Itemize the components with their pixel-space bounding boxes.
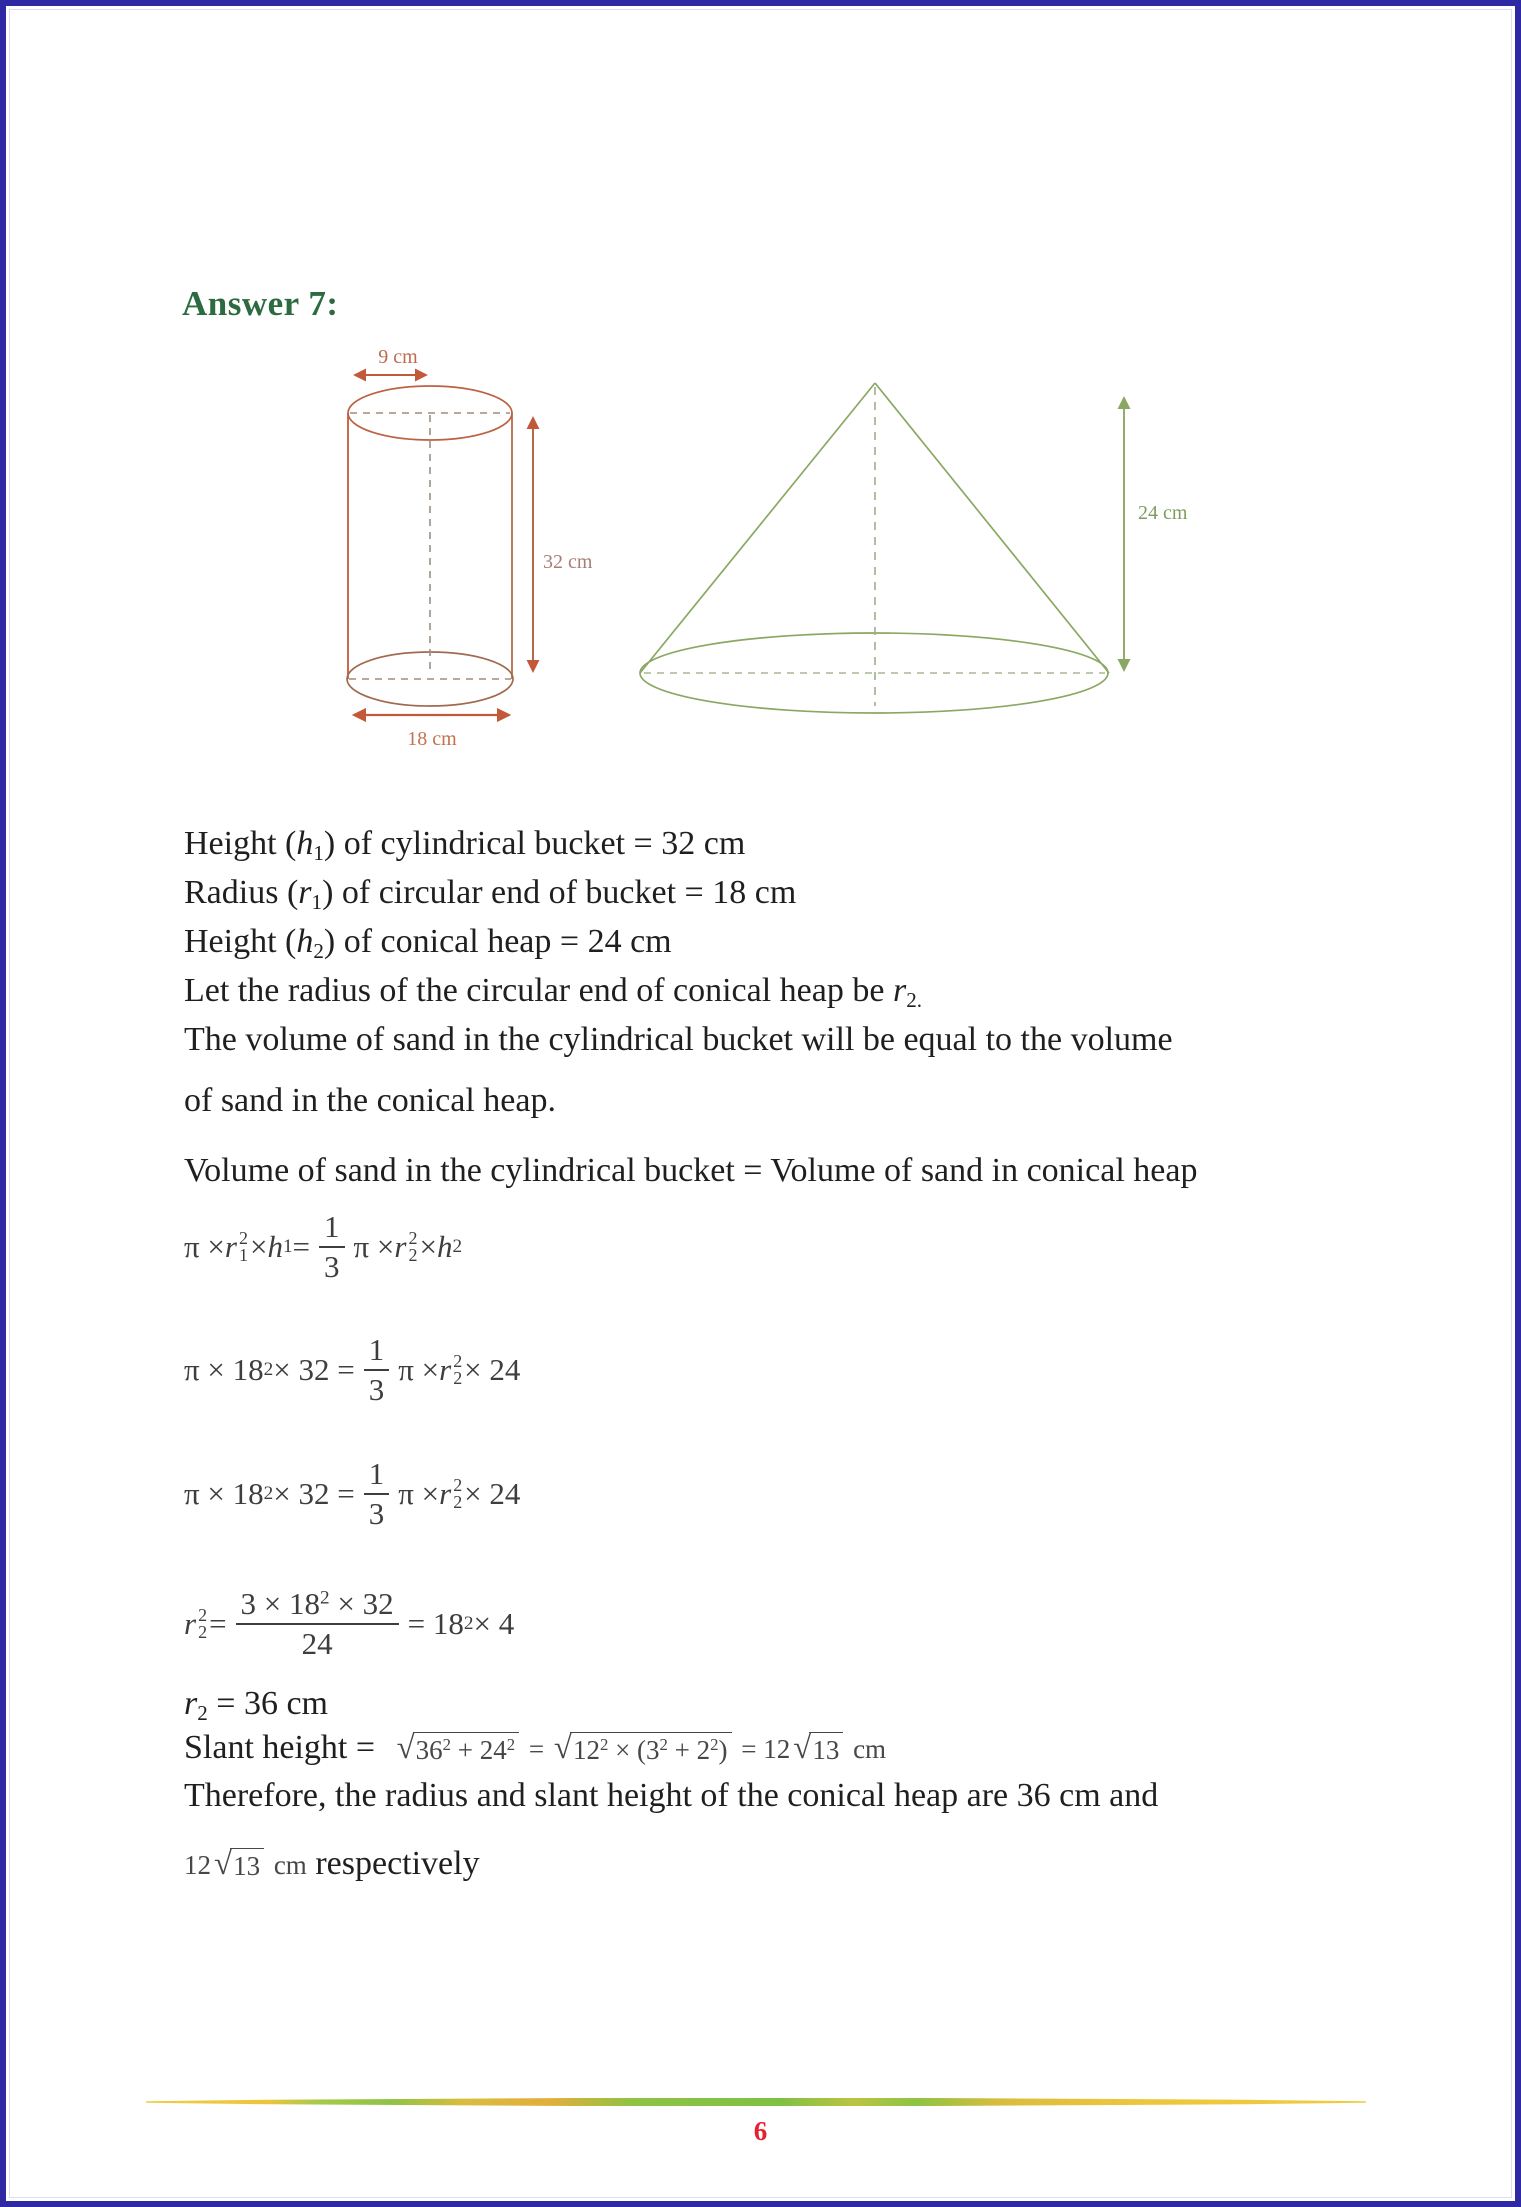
body-line-height-h1: Height $(h_1)$ of cylindrical bucket = 32 cm <box>184 825 746 865</box>
cylinder-height-label: 32 cm <box>543 551 593 573</box>
body-line-let-radius: Let the radius of the circular end of conical heap be $r_{2.}$ <box>184 972 922 1012</box>
equation-1: π × r 2 1 × h 1 = $\frac{1}{3}$ π × r 2 2 × h 2 <box>184 1209 463 1284</box>
slant-height-expression: √ $36^2 + 24^2$ = √ $12^2 \times (3^2 + 2^2)$ = 12 √ 13 cm <box>396 1730 887 1766</box>
slant-height-label: Slant height = <box>184 1729 384 1766</box>
therefore-line: Therefore, the radius and slant height of the conical heap are 36 cm and <box>184 1777 1159 1814</box>
equation-4: r 2 2 = $\frac{3 \times 18^2 \times 32}{24}$ = 18 2 × 4 <box>184 1586 515 1661</box>
body-line-volume-statement: Volume of sand in the cylindrical bucket = Volume of sand in conical heap <box>184 1152 1198 1189</box>
r2-result-line: $r_2 = 36$ cm <box>184 1685 328 1725</box>
body-line-volume-equal: The volume of sand in the cylindrical bucket will be equal to the volume <box>184 1021 1173 1058</box>
slant-height-line <box>184 1728 886 1767</box>
equation-3: π × 18 2 × 32 = $\frac{1}{3}$ π × r 2 2 × 24 <box>184 1456 521 1531</box>
answer-heading: Answer 7: <box>182 284 339 323</box>
cylinder-radius-label: 9 cm <box>378 346 418 368</box>
cylinder-diameter-label: 18 cm <box>407 728 457 750</box>
respectively-label: respectively <box>315 1845 480 1882</box>
body-line-radius-r1: Radius $(r_1)$ of circular end of bucket = 18 cm <box>184 874 797 914</box>
body-line-conical-heap: of sand in the conical heap. <box>184 1082 556 1119</box>
cylinder-figure <box>347 346 593 750</box>
footer-decorative-rule <box>146 2098 1366 2106</box>
page-number: 6 <box>753 2116 768 2146</box>
solids-diagram <box>306 336 1256 776</box>
cone-figure <box>640 383 1188 713</box>
final-result-expression: 12 √ 13 cm <box>184 1846 307 1882</box>
final-result-line <box>184 1844 480 1883</box>
body-line-height-h2: Height $(h_2)$ of conical heap = 24 cm <box>184 923 672 963</box>
equation-2: π × 18 2 × 32 = $\frac{1}{3}$ π × r 2 2 × 24 <box>184 1332 521 1407</box>
cone-height-label: 24 cm <box>1138 502 1188 524</box>
